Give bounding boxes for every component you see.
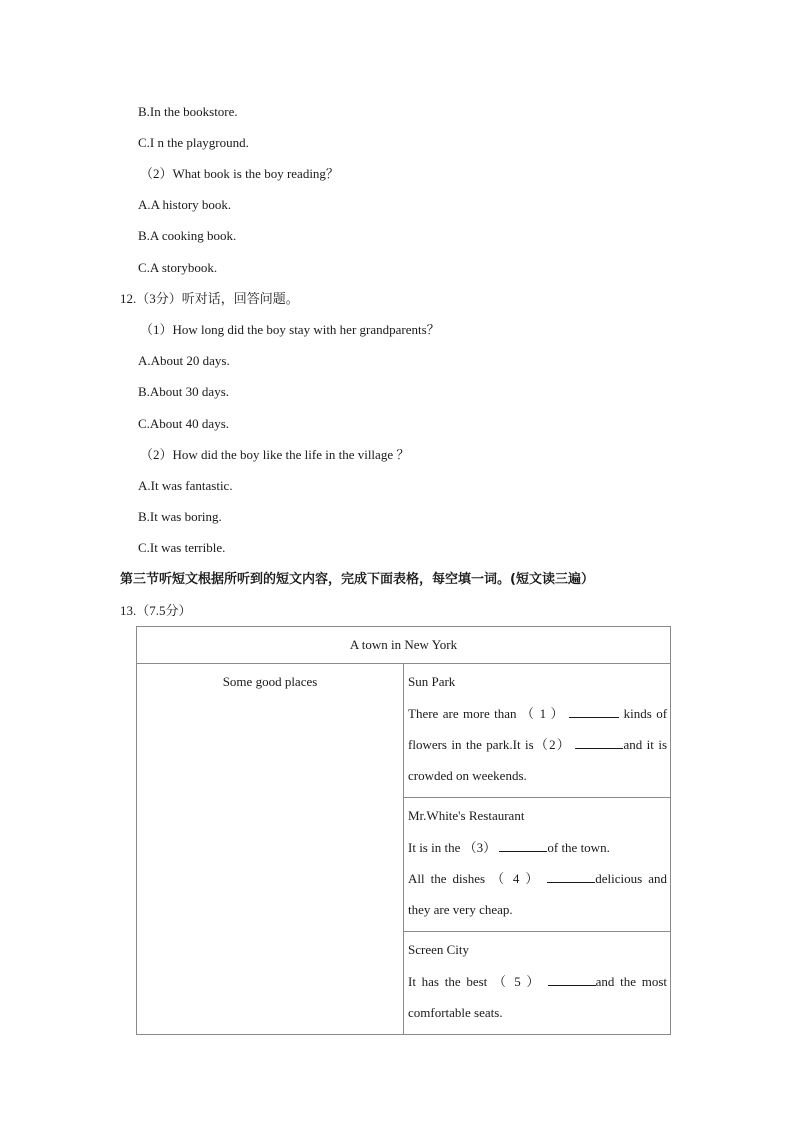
answer-blank-5[interactable] (548, 973, 596, 986)
option-b-boring: B.It was boring. (138, 509, 222, 524)
place-name: Screen City (408, 942, 470, 957)
answer-blank-3[interactable] (499, 839, 547, 852)
table-title: A town in New York (137, 627, 671, 664)
option-c-playground: C.I n the playground. (138, 135, 249, 150)
option-b-30-days: B.About 30 days. (138, 384, 229, 399)
place-name: Mr.White's Restaurant (408, 808, 525, 823)
option-a-fantastic: A.It was fantastic. (138, 478, 233, 493)
question-12-1: （1）How long did the boy stay with her grandparents？ (140, 322, 440, 337)
option-a-20-days: A.About 20 days. (138, 353, 230, 368)
option-c-terrible: C.It was terrible. (138, 540, 226, 555)
table-row: It is in the （3） of the town. (408, 840, 610, 855)
option-c-40-days: C.About 40 days. (138, 416, 229, 431)
answer-blank-4[interactable] (547, 870, 595, 883)
table-row: All the dishes （ 4 ） delicious and (408, 871, 667, 886)
place-restaurant (404, 798, 671, 932)
table-left-label: Some good places (137, 664, 404, 1035)
option-a-history: A.A history book. (138, 197, 232, 212)
option-b-bookstore: B.In the bookstore. (138, 104, 238, 119)
question-13-header: 13.（7.5分） (120, 603, 192, 618)
table-row: It has the best （ 5 ） and the most (408, 974, 668, 989)
table-row: flowers in the park.It is（2） and it is (408, 737, 668, 752)
town-info-table (136, 626, 671, 1035)
place-sun-park (404, 664, 671, 798)
table-row: comfortable seats. (408, 1005, 503, 1020)
place-screen-city (404, 932, 671, 1035)
place-name: Sun Park (408, 674, 456, 689)
section-3-heading: 第三节听短文根据所听到的短文内容，完成下面表格，每空填一词。(短文读三遍） (120, 572, 594, 587)
question-12-2: （2）How did the boy like the life in the village ？ (140, 447, 410, 462)
option-c-storybook: C.A storybook. (138, 260, 218, 275)
answer-blank-2[interactable] (575, 736, 623, 749)
option-b-cooking: B.A cooking book. (138, 228, 237, 243)
answer-blank-1[interactable] (569, 705, 619, 718)
question-12-header: 12.（3分）听对话，回答问题。 (120, 291, 299, 306)
table-row: There are more than （ 1 ） kinds of (408, 706, 668, 721)
table-row: they are very cheap. (408, 902, 513, 917)
table-row: crowded on weekends. (408, 768, 527, 783)
question-2-book: （2）What book is the boy reading？ (140, 166, 339, 181)
